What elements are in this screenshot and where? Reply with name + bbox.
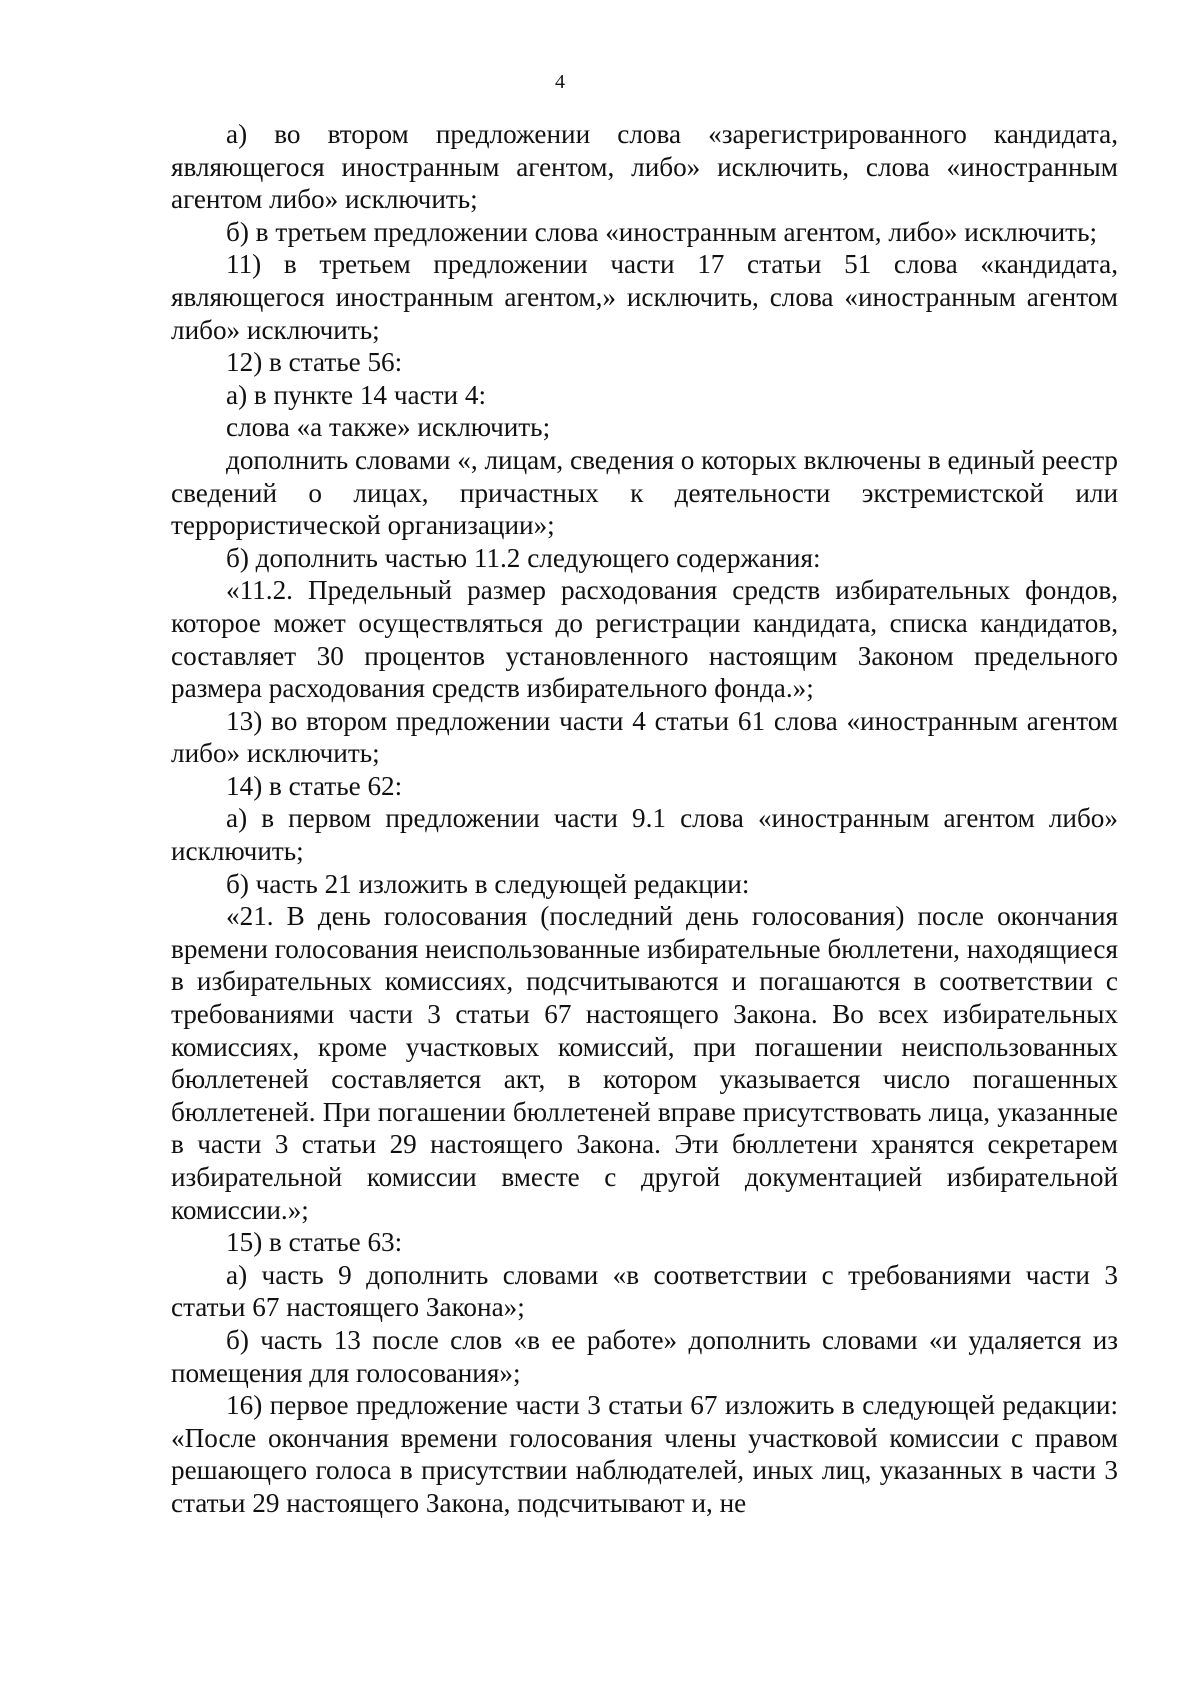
paragraph: а) во втором предложении слова «зарегистрированного кандидата, являющегося иностранным агентом, либо» исключить, слова «иностранным агентом либо» исключить; xyxy=(171,119,1118,215)
document-body xyxy=(171,118,1118,1520)
page-number: 4 xyxy=(555,71,565,93)
paragraph: б) дополнить частью 11.2 следующего содержания: xyxy=(226,542,821,573)
paragraph: дополнить словами «, лицам, сведения о которых включены в единый реестр сведений о лицах, причастных к деятельности экстремистской или террористической организации»; xyxy=(171,444,1118,541)
paragraph: 14) в статье 62: xyxy=(226,770,403,801)
paragraph: а) в пункте 14 части 4: xyxy=(226,379,487,410)
paragraph: а) в первом предложении части 9.1 слова «иностранным агентом либо» исключить; xyxy=(171,803,1118,867)
paragraph: а) часть 9 дополнить словами «в соответствии с требованиями части 3 статьи 67 настоящего Закона»; xyxy=(171,1259,1118,1323)
paragraph: «21. В день голосования (последний день голосования) после окончания времени голосования неиспользованные избирательные бюллетени, находящиеся в избирательных комиссиях, подсчитываются и погашаются в соответствии с требованиями части 3 статьи 67 настоящего Закона. Во всех избирательных комиссиях, кроме участковых комиссий, при погашении неиспользованных бюллетеней составляется акт, в котором указывается число погашенных бюллетеней. При погашении бюллетеней вправе присутствовать лица, указанные в части 3 статьи 29 настоящего Закона. Эти бюллетени хранятся секретарем избирательной комиссии вместе с другой документацией избирательной комиссии.»; xyxy=(171,901,1118,1225)
paragraph: слова «а также» исключить; xyxy=(226,412,551,443)
paragraph: б) в третьем предложении слова «иностранным агентом, либо» исключить; xyxy=(226,216,1098,247)
paragraph: 11) в третьем предложении части 17 статьи 51 слова «кандидата, являющегося иностранным агентом,» исключить, слова «иностранным агентом либо» исключить; xyxy=(171,249,1118,345)
paragraph: 13) во втором предложении части 4 статьи 61 слова «иностранным агентом либо» исключить; xyxy=(171,705,1118,769)
paragraph: «11.2. Предельный размер расходования средств избирательных фондов, которое может осуществляться до регистрации кандидата, списка кандидатов, составляет 30 процентов установленного настоящим Законом предельного размера расходования средств избирательного фонда.»; xyxy=(171,575,1118,704)
paragraph: 16) первое предложение части 3 статьи 67 изложить в следующей редакции: «После окончания времени голосования члены участковой комиссии с правом решающего голоса в присутствии наблюдателей, иных лиц, указанных в части 3 статьи 29 настоящего Закона, подсчитывают и, не xyxy=(171,1390,1118,1518)
paragraph: б) часть 13 после слов «в ее работе» дополнить словами «и удаляется из помещения для голосования»; xyxy=(171,1324,1118,1388)
paragraph: 12) в статье 56: xyxy=(226,347,403,378)
paragraph: 15) в статье 63: xyxy=(226,1227,403,1258)
paragraph: б) часть 21 изложить в следующей редакции: xyxy=(226,868,750,899)
